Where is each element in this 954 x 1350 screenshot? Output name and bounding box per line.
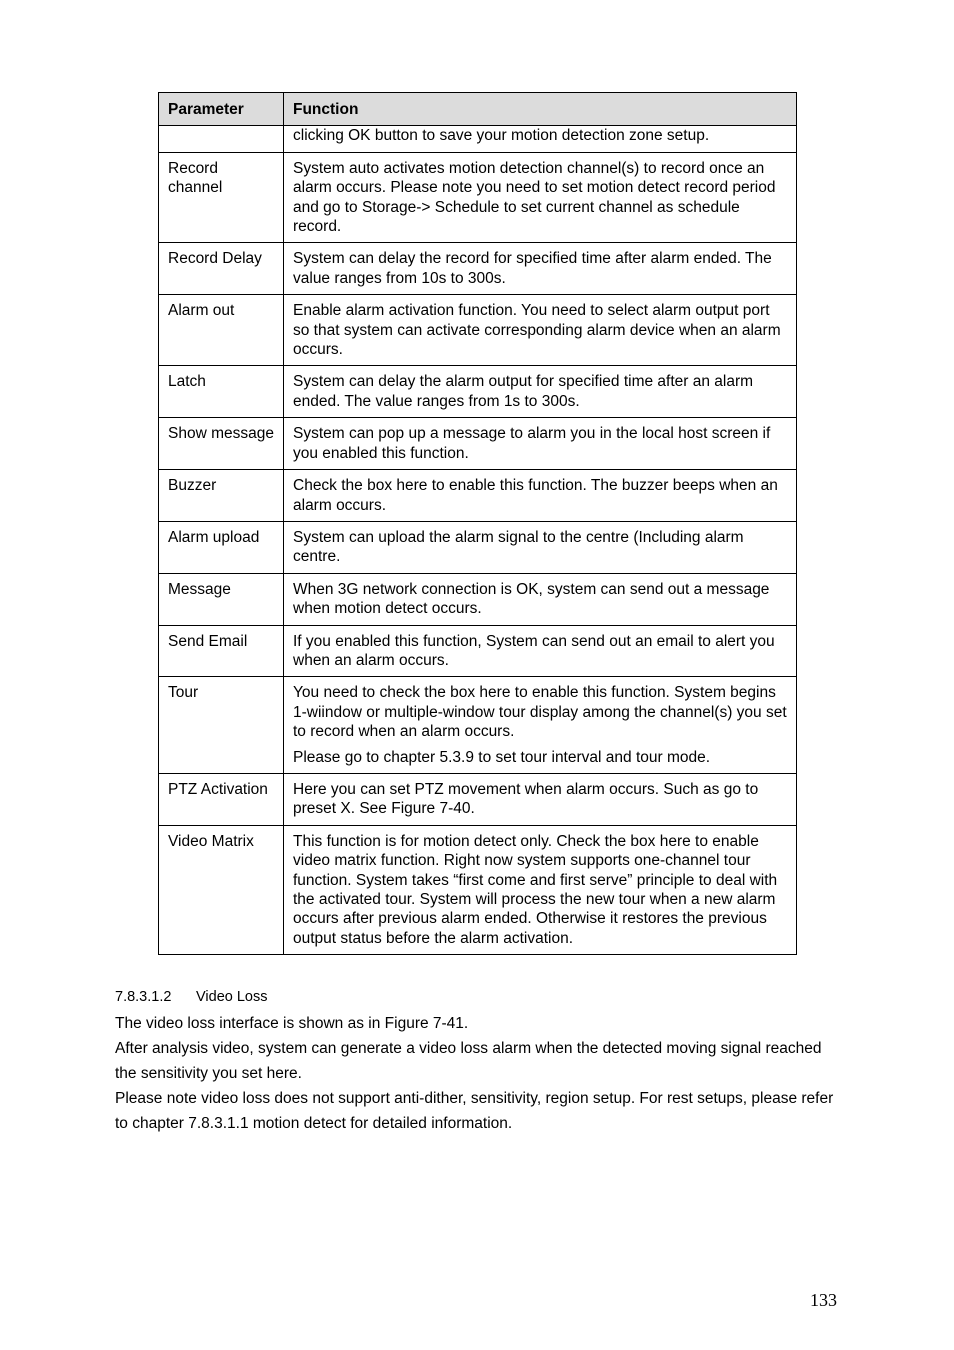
param-cell: Alarm out	[159, 295, 284, 366]
body-paragraph: The video loss interface is shown as in Figure 7-41.	[115, 1015, 469, 1032]
function-text: This function is for motion detect only. Check the box here to enable video matrix function. Right now system supports one-channel tour function. System takes “first come and first serve” principle to deal with the activated tour. System will process the new tour when a new alarm occurs after previous alarm ended. Otherwise it restores the previous output status before the alarm activation.	[293, 832, 778, 947]
function-cell	[284, 295, 797, 366]
section-number: 7.8.3.1.2	[115, 989, 172, 1005]
body-paragraph: After analysis video, system can generate a video loss alarm when the detected moving signal reached the sensitivity you set here.	[115, 1040, 822, 1082]
parameter-table	[158, 92, 797, 955]
function-text: Check the box here to enable this function. The buzzer beeps when an alarm occurs.	[293, 477, 778, 514]
function-cell	[284, 773, 797, 825]
function-text: System can delay the alarm output for specified time after an alarm ended. The value ranges from 1s to 300s.	[293, 373, 754, 410]
table-row	[159, 470, 797, 522]
table-row-continuation	[159, 126, 797, 152]
function-cell	[284, 573, 797, 625]
function-text: Enable alarm activation function. You need to select alarm output port so that system can activate corresponding alarm device when an alarm occurs.	[293, 302, 781, 359]
section-body	[115, 1011, 835, 1136]
header-parameter: Parameter	[159, 93, 284, 126]
continuation-func-cell: clicking OK button to save your motion detection zone setup.	[284, 126, 797, 152]
function-cell	[284, 366, 797, 418]
table-row	[159, 366, 797, 418]
function-text: If you enabled this function, System can send out an email to alert you when an alarm occurs.	[293, 632, 775, 669]
function-text: System can pop up a message to alarm you in the local host screen if you enabled this function.	[293, 425, 771, 462]
param-cell: Latch	[159, 366, 284, 418]
table-row	[159, 825, 797, 954]
param-cell: Buzzer	[159, 470, 284, 522]
table-row	[159, 573, 797, 625]
function-text: Here you can set PTZ movement when alarm occurs. Such as go to preset X. See Figure 7-40.	[293, 780, 759, 818]
table-row	[159, 295, 797, 366]
section-title: Video Loss	[196, 989, 268, 1005]
function-cell	[284, 521, 797, 573]
param-cell: Message	[159, 573, 284, 625]
param-cell: Record Delay	[159, 243, 284, 295]
function-text: System auto activates motion detection channel(s) to record once an alarm occurs. Please note you need to set motion detect record period and go to Storage-> Schedule to set current channel as schedule record.	[293, 159, 776, 236]
param-cell: Show message	[159, 418, 284, 470]
function-text: Please go to chapter 5.3.9 to set tour interval and tour mode.	[293, 748, 711, 766]
param-cell: Send Email	[159, 625, 284, 677]
body-paragraph: Please note video loss does not support anti-dither, sensitivity, region setup. For rest setups, please refer to chapter 7.8.3.1.1 motion detect for detailed information.	[115, 1090, 834, 1132]
function-cell	[284, 825, 797, 954]
continuation-param-cell	[159, 126, 284, 152]
table-row	[159, 418, 797, 470]
table-row	[159, 773, 797, 825]
function-cell	[284, 418, 797, 470]
function-text: You need to check the box here to enable this function. System begins 1-wiindow or multiple-window tour display among the channel(s) you set to record when an alarm occurs.	[293, 684, 787, 741]
param-cell: Record channel	[159, 152, 284, 243]
function-text: System can upload the alarm signal to the centre (Including alarm centre.	[293, 528, 744, 566]
param-cell: Tour	[159, 677, 284, 774]
function-cell	[284, 677, 797, 774]
header-function: Function	[284, 93, 797, 126]
function-text: System can delay the record for specified time after alarm ended. The value ranges from 10s to 300s.	[293, 250, 772, 287]
table-row	[159, 625, 797, 677]
table-row	[159, 243, 797, 295]
table-header-row	[159, 93, 797, 126]
table-row	[159, 521, 797, 573]
function-cell	[284, 243, 797, 295]
function-cell	[284, 152, 797, 243]
page-number: 133	[810, 1290, 837, 1310]
param-cell: Alarm upload	[159, 521, 284, 573]
param-cell: Video Matrix	[159, 825, 284, 954]
table-row	[159, 677, 797, 774]
function-cell	[284, 470, 797, 522]
function-text: When 3G network connection is OK, system can send out a message when motion detect occurs.	[293, 580, 770, 618]
table-row	[159, 152, 797, 243]
param-cell: PTZ Activation	[159, 773, 284, 825]
function-cell	[284, 625, 797, 677]
